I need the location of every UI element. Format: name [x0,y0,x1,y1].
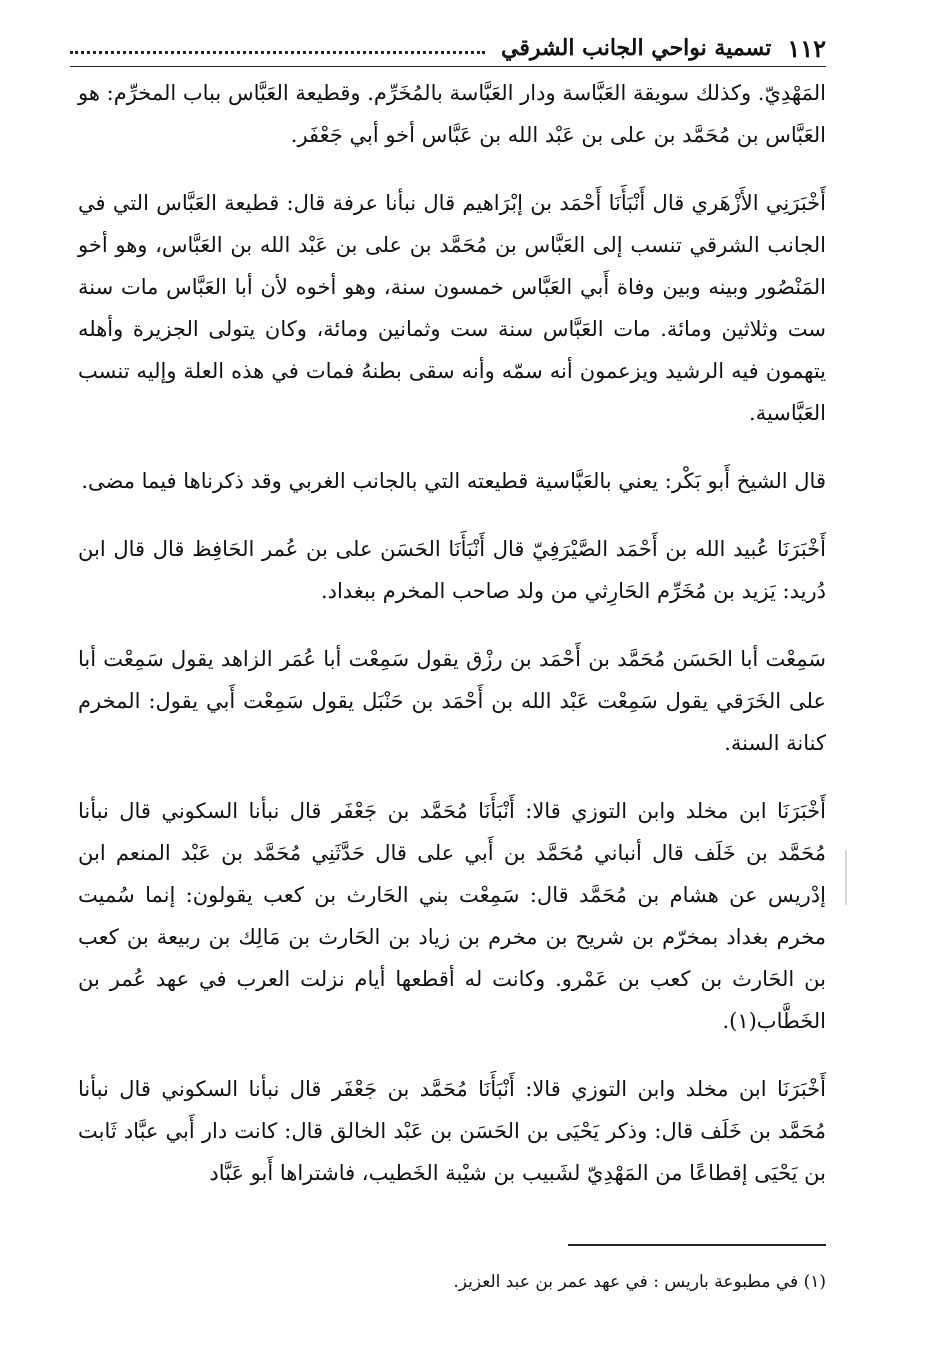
header-dot-leader [70,39,485,54]
running-title: تسمية نواحي الجانب الشرقي [501,35,772,61]
page-number: ١١٢ [787,33,826,63]
paragraph-2: أَخْبَرَنِي الأَزْهَري قال أَنْبَأَنَا أَحْمَد بن إبْرَاهيم قال نبأنا عرفة قال: قطيعة العَبَّاس التي في الجانب الشرقي تنسب إلى العَبَّاس بن مُحَمَّد بن على بن عَبْد الله بن العَبَّاس، وهو أخو المَنْصُور وبينه وبين وفاة أَبي العَبَّاس خمسون سنة، وهو أخوه لأن أبا العَبَّاس مات سنة ست وثلاثين ومائة. مات العَبَّاس سنة ست وثمانين ومائة، وكان يتولى الجزيرة وأهله يتهمون فيه الرشيد ويزعمون أنه سمّه وأنه سقى بطنهُ فمات في هذه العلة وإليه تنسب العَبَّاسية. [78,191,826,425]
main-text [78,72,826,1220]
paragraph-7: أَخْبَرَنَا ابن مخلد وابن التوزي قالا: أَنْبَأَنَا مُحَمَّد بن جَعْفَر قال نبأنا السكوني قال نبأنا مُحَمَّد بن خَلَف قال: وذكر يَحْيَى بن الحَسَن بن عَبْد الخالق قال: كانت دار أَبي عبَّاد ثَابت بن يَحْيَى إقطاعًا من المَهْدِيّ لشَبيب بن شيْبة الخَطيب، فاشتراها أَبو عَبَّاد [78,1077,826,1185]
footnote-separator [568,1244,826,1246]
paragraph-1: المَهْدِيّ. وكذلك سويقة العَبَّاسة ودار العَبَّاسة بالمُخَرِّم. وقطيعة العَبَّاس بباب المخرِّم: هو العَبَّاس بن مُحَمَّد بن على بن عَبْد الله بن عَبَّاس أخو أبي جَعْفَر. [78,81,826,147]
footnote: (١) في مطبوعة باريس : في عهد عمر بن عبد العزيز. [453,1272,826,1292]
paragraph-5: سَمِعْت أبا الحَسَن مُحَمَّد بن أَحْمَد بن رزْق يقول سَمِعْت أبا عُمَر الزاهد يقول سَمِعْت أبا على الخَرَقي يقول سَمِعْت عَبْد الله بن أَحْمَد بن حَنْبَل يقول سَمِعْت أَبي يقول: المخرم كنانة السنة. [78,647,826,755]
scan-margin-mark [845,850,847,905]
paragraph-3: قال الشيخ أَبو بَكْر: يعني بالعَبَّاسية قطيعته التي بالجانب الغربي وقد ذكرناها فيما مضى. [81,469,826,493]
page-header [70,30,826,67]
paragraph-4: أَخْبَرَنَا عُبيد الله بن أَحْمَد الصَّيْرَفِيّ قال أَنْبَأَنَا الحَسَن على بن عُمر الحَافِظ قال قال ابن دُريد: يَزيد بن مُخَرِّم الحَارِثي من ولد صاحب المخرم ببغداد. [78,537,826,603]
paragraph-6: أَخْبَرَنَا ابن مخلد وابن التوزي قالا: أَنْبَأَنَا مُحَمَّد بن جَعْفَر قال نبأنا السكوني قال نبأنا مُحَمَّد بن خَلَف قال أنباني مُحَمَّد بن أَبي على قال حَدَّثَنِي مُحَمَّد بن عَبْد المنعم ابن إدْريس عن هشام بن مُحَمَّد قال: سَمِعْت بني الحَارث بن كعب يقولون: إنما سُميت مخرم بغداد بمخرّم بن شريح بن مخرم بن زياد بن الحَارث بن مَالِك بن ربيعة بن كعب بن الحَارث بن كعب بن عَمْرو. وكانت له أقطعها أيام نزلت العرب في عهد عُمر بن الخَطَّاب(١). [78,799,826,1033]
